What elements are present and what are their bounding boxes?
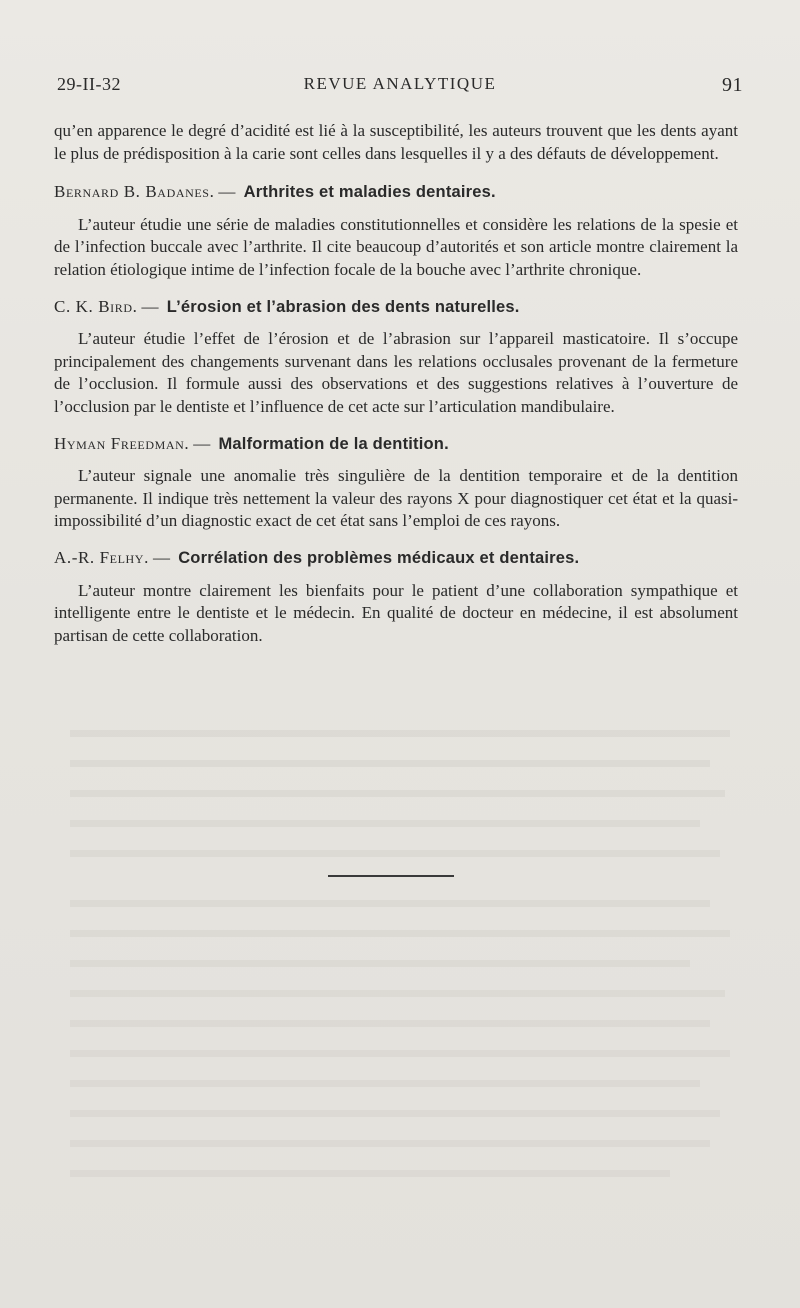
entry-author: A.-R. Felhy. xyxy=(54,547,149,567)
entry-title: Arthrites et maladies dentaires. xyxy=(243,183,496,202)
entry-dash: — xyxy=(141,296,159,316)
running-head xyxy=(57,74,743,98)
entry-title: L’érosion et l’abrasion des dents naturelles. xyxy=(166,297,520,316)
entry-author: C. K. Bird. xyxy=(54,296,138,316)
main-text xyxy=(54,120,738,661)
entry-body: L’auteur étudie une série de maladies constitutionnelles et considère les relations de la spesie et de l’infection buccale avec l’arthrite. Il cite beaucoup d’autorités et son article montre clairement la relation étiologique intime de l’infection focale de la bouche avec l’arthrite chronique. xyxy=(54,214,738,279)
lead-paragraph: qu’en apparence le degré d’acidité est lié à la susceptibilité, les auteurs trouvent que les dents ayant le plus de prédisposition à la carie sont celles dans lesquelles il y a des défauts de développement. xyxy=(54,121,738,163)
header-date: 29-II-32 xyxy=(57,74,121,94)
entry-dash: — xyxy=(218,182,236,202)
page-number: 91 xyxy=(722,74,743,96)
entry xyxy=(54,433,738,533)
entry-heading xyxy=(54,181,738,204)
entry-body: L’auteur montre clairement les bienfaits pour le patient d’une collaboration sympathique et intelligente entre le dentiste et le médecin. En qualité de docteur en médecine, il est absolument partisan de cette collaboration. xyxy=(54,580,738,645)
entry-title: Corrélation des problèmes médicaux et dentaires. xyxy=(178,548,580,567)
entry-dash: — xyxy=(193,433,211,453)
entry-title: Malformation de la dentition. xyxy=(218,434,449,453)
entry xyxy=(54,296,738,419)
entry-dash: — xyxy=(152,547,170,567)
end-rule xyxy=(328,875,454,877)
entry-body: L’auteur signale une anomalie très singulière de la dentition temporaire et de la dentition permanente. Il indique très nettement la valeur des rayons X pour diagnostiquer cet état et la quasi-impossibilité d’un diagnostic exact de cet état sans l’emploi de ces rayons. xyxy=(54,466,738,531)
entry xyxy=(54,547,738,647)
entry-author: Hyman Freedman. xyxy=(54,433,190,453)
header-journal-title: REVUE ANALYTIQUE xyxy=(303,74,497,93)
entry-heading xyxy=(54,433,738,456)
entry-author: Bernard B. Badanes. xyxy=(54,182,215,202)
entry-heading xyxy=(54,296,738,319)
entry xyxy=(54,181,738,281)
entry-heading xyxy=(54,547,738,570)
entry-body: L’auteur étudie l’effet de l’érosion et de l’abrasion sur l’appareil masticatoire. Il s’occupe principalement des changements survenant dans les relations occlusales provenant de la fermeture de l’occlusion. Il formule aussi des observations et des suggestions relatives à l’ouverture de l’occlusion par le dentiste et l’influence de cet acte sur l’articulation mandibulaire. xyxy=(54,329,738,416)
